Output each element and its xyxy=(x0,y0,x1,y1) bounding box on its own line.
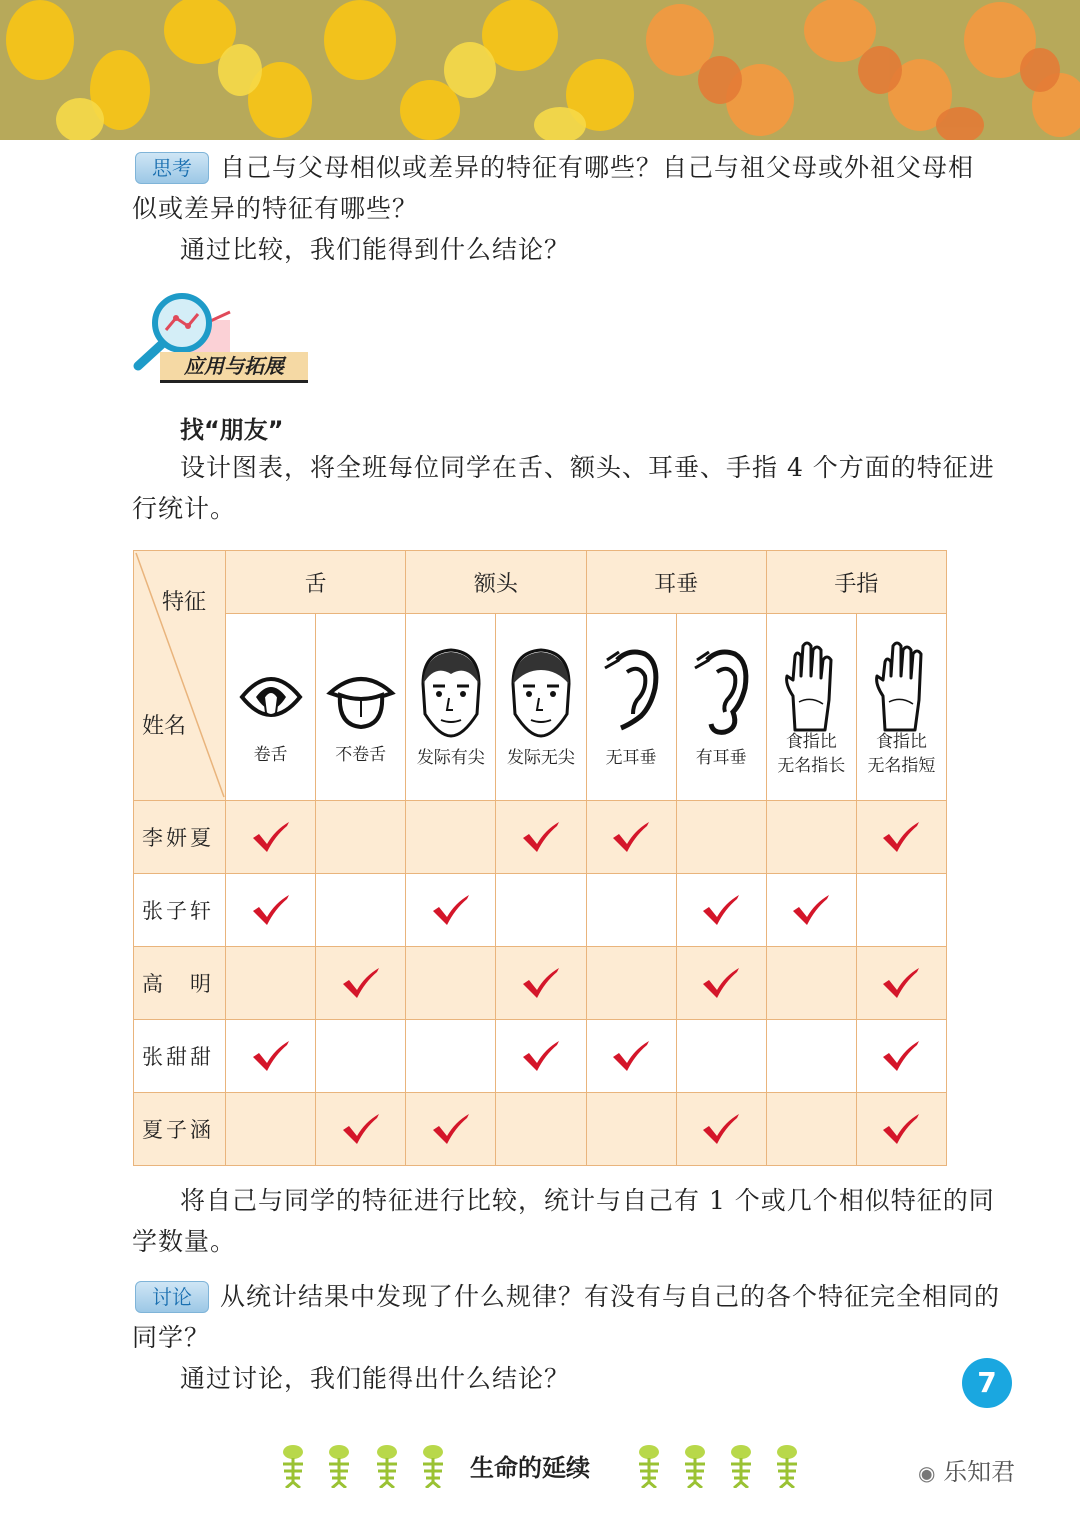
student-name: 夏子涵 xyxy=(134,1093,226,1166)
trait-cell xyxy=(766,874,856,947)
trait-cell xyxy=(586,801,676,874)
trait-cell xyxy=(496,1020,586,1093)
checkmark-icon xyxy=(791,893,831,927)
trait-cell xyxy=(856,1020,946,1093)
rolled-tongue-icon xyxy=(236,647,306,737)
trait-cell xyxy=(226,947,316,1020)
discuss-tag: 讨论 xyxy=(135,1281,209,1313)
trait-label: 卷舌 xyxy=(253,745,288,765)
trait-cell xyxy=(856,947,946,1020)
trait-cell xyxy=(406,1093,496,1166)
checkmark-icon xyxy=(341,966,381,1000)
trait-cell xyxy=(676,947,766,1020)
trait-cell xyxy=(766,801,856,874)
checkmark-icon xyxy=(521,1039,561,1073)
trait-cell xyxy=(586,1020,676,1093)
checkmark-icon xyxy=(881,820,921,854)
straight-hairline-face-icon xyxy=(501,644,581,740)
fishbone-icon xyxy=(774,1444,800,1488)
watermark-text: 乐知君 xyxy=(943,1458,1016,1486)
trait-cell xyxy=(316,874,406,947)
think-question-line2: 似或差异的特征有哪些？ xyxy=(132,194,419,223)
trait-cell xyxy=(226,801,316,874)
group-header-earlobe: 耳垂 xyxy=(586,551,766,614)
corner-label-name: 姓名 xyxy=(142,714,187,739)
trait-label: 有耳垂 xyxy=(695,748,747,768)
hand-short-index-icon xyxy=(871,636,931,734)
checkmark-icon xyxy=(701,1112,741,1146)
think-tag: 思考 xyxy=(135,152,209,184)
checkmark-icon xyxy=(611,820,651,854)
trait-cell xyxy=(766,947,856,1020)
trait-cell xyxy=(316,801,406,874)
discuss-line3: 通过讨论，我们能得出什么结论？ xyxy=(180,1364,571,1393)
trait-cell xyxy=(856,1093,946,1166)
trait-cell xyxy=(766,1093,856,1166)
watermark xyxy=(918,1452,1015,1487)
discuss-line2: 同学？ xyxy=(132,1323,211,1352)
think-question-line1: 自己与父母相似或差异的特征有哪些？自己与祖父母或外祖父母相 xyxy=(220,153,975,182)
checkmark-icon xyxy=(611,1039,651,1073)
table-corner-header xyxy=(134,551,226,801)
student-rows xyxy=(134,801,947,1166)
checkmark-icon xyxy=(701,966,741,1000)
trait-cell xyxy=(406,874,496,947)
tulip-banner-image xyxy=(0,0,1080,140)
trait-cell xyxy=(316,947,406,1020)
table-row xyxy=(134,801,947,874)
student-name: 李妍夏 xyxy=(134,801,226,874)
trait-cell xyxy=(676,1020,766,1093)
trait-label: 发际无尖 xyxy=(506,748,575,768)
corner-label-trait: 特征 xyxy=(162,590,207,615)
student-name: 张甜甜 xyxy=(134,1020,226,1093)
table-row xyxy=(134,874,947,947)
trait-cell xyxy=(226,874,316,947)
table-row xyxy=(134,1093,947,1166)
fishbone-icon xyxy=(420,1444,446,1488)
page-number: 7 xyxy=(962,1358,1012,1408)
trait-cell xyxy=(496,801,586,874)
table-row xyxy=(134,1020,947,1093)
checkmark-icon xyxy=(521,966,561,1000)
trait-cell xyxy=(676,1093,766,1166)
activity-desc-line1: 设计图表，将全班每位同学在舌、额头、耳垂、手指 4 个方面的特征进 xyxy=(180,453,995,482)
trait-cell xyxy=(496,947,586,1020)
student-name: 高 明 xyxy=(134,947,226,1020)
widows-peak-face-icon xyxy=(411,644,491,740)
trait-cell xyxy=(406,1020,496,1093)
fishbone-icon xyxy=(636,1444,662,1488)
activity-desc-line2: 行统计。 xyxy=(132,494,237,523)
compare-line2: 学数量。 xyxy=(132,1227,237,1256)
fishbone-icon xyxy=(326,1444,352,1488)
checkmark-icon xyxy=(431,893,471,927)
fishbone-icon xyxy=(280,1444,306,1488)
trait-cell xyxy=(586,1093,676,1166)
trait-cell xyxy=(496,874,586,947)
attached-earlobe-icon xyxy=(599,644,663,740)
trait-widows-peak xyxy=(406,614,496,801)
trait-cell xyxy=(226,1093,316,1166)
trait-cell xyxy=(406,801,496,874)
trait-cell xyxy=(316,1093,406,1166)
trait-free-earlobe xyxy=(676,614,766,801)
trait-cell xyxy=(316,1020,406,1093)
think-question-line3: 通过比较，我们能得到什么结论？ xyxy=(180,235,571,264)
checkmark-icon xyxy=(521,820,561,854)
trait-long-index xyxy=(766,614,856,801)
trait-cell xyxy=(856,874,946,947)
trait-label: 食指比 无名指短 xyxy=(867,732,936,776)
checkmark-icon xyxy=(701,893,741,927)
checkmark-icon xyxy=(431,1112,471,1146)
trait-cell xyxy=(226,1020,316,1093)
trait-straight-hairline xyxy=(496,614,586,801)
trait-cell xyxy=(496,1093,586,1166)
compare-line1: 将自己与同学的特征进行比较，统计与自己有 1 个或几个相似特征的同 xyxy=(180,1186,995,1215)
fishbone-icon xyxy=(374,1444,400,1488)
trait-label: 不卷舌 xyxy=(335,745,387,765)
activity-title: 找“朋友” xyxy=(180,416,284,444)
trait-label: 食指比 无名指长 xyxy=(777,732,846,776)
trait-label: 发际有尖 xyxy=(416,748,485,768)
trait-short-index xyxy=(856,614,946,801)
trait-cell xyxy=(586,947,676,1020)
trait-cell xyxy=(766,1020,856,1093)
trait-flat-tongue xyxy=(316,614,406,801)
checkmark-icon xyxy=(251,893,291,927)
trait-cell xyxy=(586,874,676,947)
fishbone-icon xyxy=(682,1444,708,1488)
apply-section-title: 应用与拓展 xyxy=(160,352,308,383)
hand-long-index-icon xyxy=(781,636,841,734)
checkmark-icon xyxy=(881,1112,921,1146)
free-earlobe-icon xyxy=(689,644,753,740)
fishbone-icon xyxy=(728,1444,754,1488)
trait-rolled-tongue xyxy=(226,614,316,801)
trait-cell xyxy=(856,801,946,874)
flat-tongue-icon xyxy=(326,647,396,737)
trait-cell xyxy=(676,874,766,947)
checkmark-icon xyxy=(881,966,921,1000)
group-header-finger: 手指 xyxy=(766,551,946,614)
checkmark-icon xyxy=(251,1039,291,1073)
checkmark-icon xyxy=(341,1112,381,1146)
table-row xyxy=(134,947,947,1020)
trait-label: 无耳垂 xyxy=(605,748,657,768)
trait-cell xyxy=(406,947,496,1020)
trait-attached-earlobe xyxy=(586,614,676,801)
checkmark-icon xyxy=(881,1039,921,1073)
trait-cell xyxy=(676,801,766,874)
trait-table xyxy=(133,550,947,1166)
discuss-line1: 从统计结果中发现了什么规律？有没有与自己的各个特征完全相同的 xyxy=(220,1282,1001,1311)
wechat-icon: ◉ xyxy=(918,1461,936,1485)
student-name: 张子轩 xyxy=(134,874,226,947)
footer-chapter-title: 生命的延续 xyxy=(470,1454,590,1482)
group-header-tongue: 舌 xyxy=(226,551,406,614)
checkmark-icon xyxy=(251,820,291,854)
group-header-forehead: 额头 xyxy=(406,551,586,614)
